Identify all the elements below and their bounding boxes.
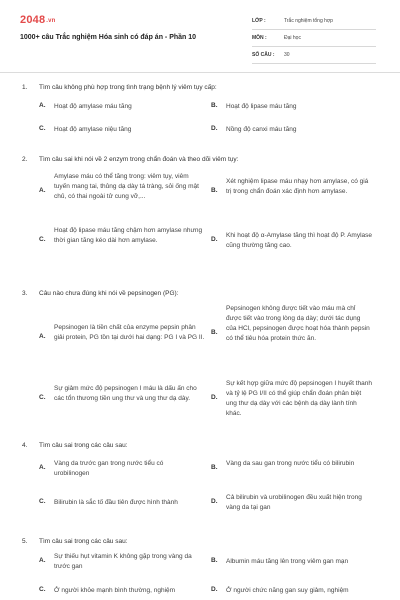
option-letter: B. <box>211 464 218 471</box>
meta-class-row <box>252 15 376 30</box>
option-letter: B. <box>211 557 218 564</box>
option-text: Ở người chức năng gan suy giảm, nghiệm <box>226 587 349 594</box>
option-c[interactable] <box>39 384 204 414</box>
option-letter: B. <box>211 329 218 336</box>
option-b[interactable] <box>211 304 371 364</box>
document-meta <box>252 15 376 66</box>
question-text: Tìm câu không phù hợp trong tình trạng bệnh lý viêm tụy cấp: <box>39 84 217 91</box>
question-2 <box>0 150 400 284</box>
meta-key: MÔN : <box>252 35 267 41</box>
question-number: 5. <box>22 538 28 545</box>
question-number: 4. <box>22 442 28 449</box>
question-5 <box>0 532 400 600</box>
option-text: Amylase máu có thể tăng trong: viêm tụy, viêm tuyến mang tai, thủng dạ dày tá tràng, sỏi ống mật chủ, có thai ngoài tử cung vỡ,... <box>54 173 199 200</box>
logo-main: 2048 <box>20 14 46 26</box>
option-c[interactable] <box>39 226 204 256</box>
meta-count-row <box>252 49 376 64</box>
option-letter: C. <box>39 125 46 132</box>
question-number: 3. <box>22 290 28 297</box>
option-text: Pepsinogen là tiền chất của enzyme pepsin phân giải protein, PG tồn tại dưới hai dạng: PG I và PG II. <box>54 324 205 341</box>
option-letter: C. <box>39 236 46 243</box>
option-letter: D. <box>211 125 218 132</box>
option-letter: C. <box>39 498 46 505</box>
option-a[interactable] <box>39 459 204 479</box>
question-text: Tìm câu sai trong các câu sau: <box>39 538 128 545</box>
option-text: Vàng da sau gan trong nước tiểu có bilirubin <box>226 460 355 467</box>
question-3 <box>0 284 400 436</box>
option-letter: C. <box>39 394 46 401</box>
option-letter: D. <box>211 498 218 505</box>
option-letter: A. <box>39 557 46 564</box>
option-a[interactable] <box>39 323 204 353</box>
question-number: 1. <box>22 84 28 91</box>
option-d[interactable] <box>211 231 371 251</box>
option-text: Pepsinogen không được tiết vào máu mà chỉ được tiết vào trong lòng dạ dày; dưới tác dụng của HCl, pepsinogen được hoạt hóa thành pepsin có thể tiêu hóa protein thức ăn. <box>226 305 370 342</box>
option-d[interactable] <box>211 493 371 513</box>
option-letter: D. <box>211 394 218 401</box>
question-list <box>0 78 400 600</box>
option-b[interactable] <box>211 102 371 112</box>
option-a[interactable] <box>39 172 204 212</box>
document-header <box>0 0 400 70</box>
option-letter: B. <box>211 187 218 194</box>
site-logo[interactable] <box>20 14 56 26</box>
option-text: Sự thiếu hụt vitamin K không gặp trong vàng da trước gan <box>54 553 192 570</box>
meta-key: SỐ CÂU : <box>252 52 275 58</box>
meta-value: Trắc nghiệm tổng hợp <box>284 18 333 24</box>
option-b[interactable] <box>211 557 376 567</box>
meta-key: LỚP : <box>252 18 266 24</box>
meta-subject-row <box>252 32 376 47</box>
option-text: Sự giảm mức độ pepsinogen I máu là dấu ấn cho các tổn thương tiền ung thư và ung thư dạ dày. <box>54 385 197 402</box>
option-text: Ở người khỏe mạnh bình thường, nghiệm <box>54 587 176 594</box>
option-text: Hoạt độ amylase máu tăng <box>54 103 132 110</box>
question-text: Tìm câu sai khi nói về 2 enzym trong chẩn đoán và theo dõi viêm tụy: <box>39 156 239 163</box>
option-text: Vàng da trước gan trong nước tiểu có urobilinogen <box>54 460 164 477</box>
option-c[interactable] <box>39 586 204 596</box>
option-letter: D. <box>211 586 218 593</box>
option-text: Hoạt độ amylase niệu tăng <box>54 126 132 133</box>
option-letter: A. <box>39 333 46 340</box>
option-letter: A. <box>39 102 46 109</box>
question-text: Tìm câu sai trong các câu sau: <box>39 442 128 449</box>
meta-value: 30 <box>284 52 290 58</box>
option-text: Xét nghiệm lipase máu nhạy hơn amylase, có giá trị trong chẩn đoán xác định hơn amylase. <box>226 178 369 195</box>
option-text: Hoạt độ lipase máu tăng chậm hơn amylase nhưng thời gian tăng kéo dài hơn amylase. <box>54 227 203 244</box>
question-text: Câu nào chưa đúng khi nói về pepsinogen (PG): <box>39 290 179 297</box>
option-text: Albumin máu tăng lên trong viêm gan mạn <box>226 558 349 565</box>
header-divider <box>0 72 400 73</box>
option-letter: C. <box>39 586 46 593</box>
option-text: Bilirubin là sắc tố đầu tiên được hình thành <box>54 499 178 506</box>
option-c[interactable] <box>39 498 209 508</box>
option-d[interactable] <box>211 379 371 419</box>
option-letter: D. <box>211 236 218 243</box>
option-letter: A. <box>39 464 46 471</box>
option-a[interactable] <box>39 102 199 112</box>
option-a[interactable] <box>39 552 204 572</box>
option-d[interactable] <box>211 125 371 135</box>
option-text: Khi hoạt độ α-Amylase tăng thì hoạt độ P. Amylase cũng thường tăng cao. <box>226 232 373 249</box>
option-c[interactable] <box>39 125 199 135</box>
option-b[interactable] <box>211 177 371 207</box>
logo-suffix: .vn <box>46 18 56 24</box>
option-b[interactable] <box>211 459 371 479</box>
question-1 <box>0 78 400 150</box>
document-title: 1000+ câu Trắc nghiệm Hóa sinh có đáp án - Phần 10 <box>20 34 197 41</box>
option-text: Hoạt độ lipase máu tăng <box>226 103 297 110</box>
option-text: Sự kết hợp giữa mức độ pepsinogen I huyết thanh và tỷ lệ PG I/II có thể giúp chẩn đoán phân biệt ung thư dạ dày với các bệnh dạ dày lành tính khác. <box>226 380 372 417</box>
meta-value: Đại học <box>284 35 301 41</box>
option-text: Nồng độ canxi máu tăng <box>226 126 297 133</box>
option-letter: B. <box>211 102 218 109</box>
question-4 <box>0 436 400 532</box>
option-text: Cả bilirubin và urobilinogen đều xuất hiện trong vàng da tại gan <box>226 494 362 511</box>
option-d[interactable] <box>211 586 371 596</box>
option-letter: A. <box>39 187 46 194</box>
question-number: 2. <box>22 156 28 163</box>
